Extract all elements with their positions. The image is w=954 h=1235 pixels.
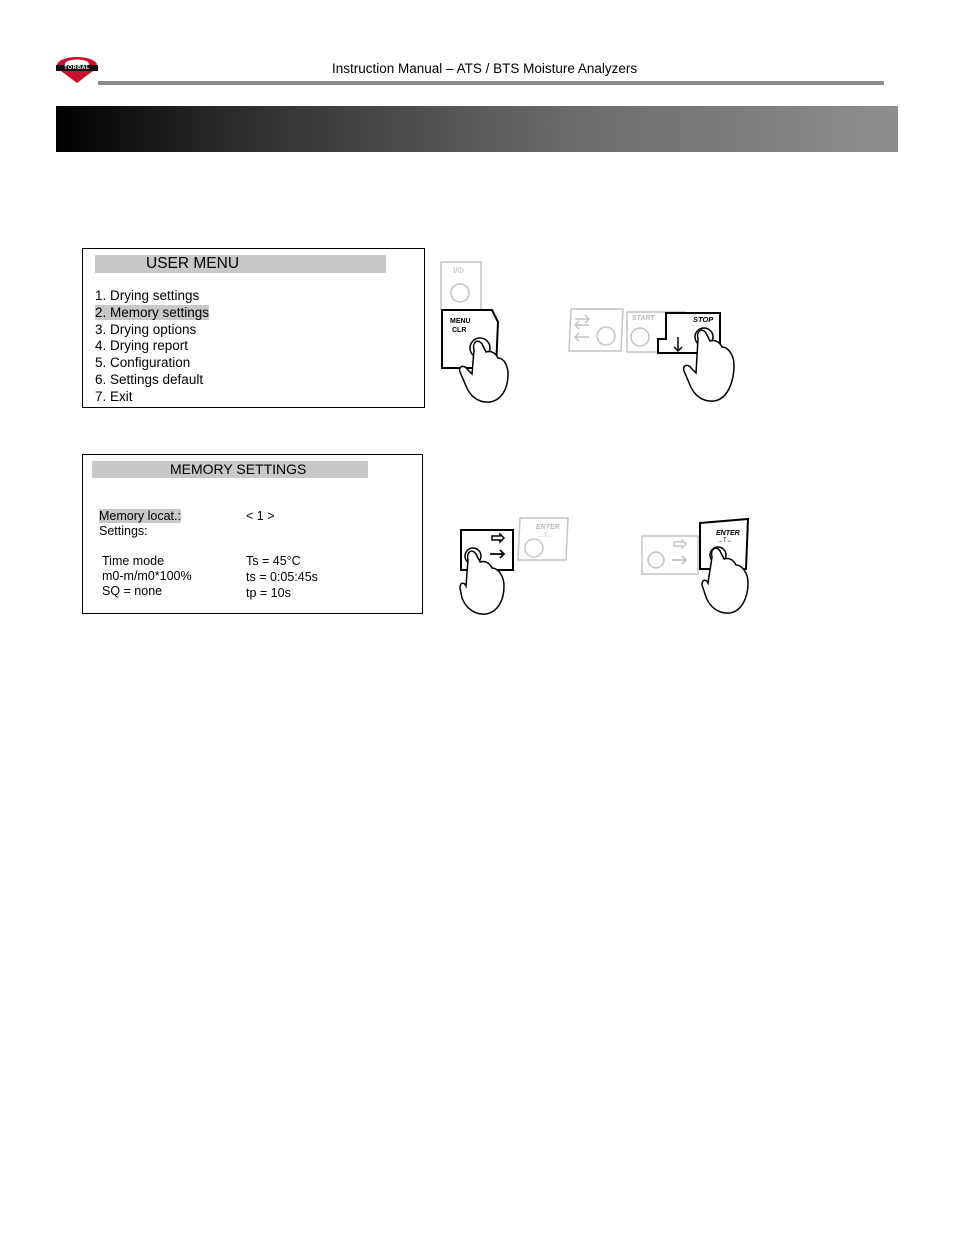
menu-clr-key[interactable] xyxy=(440,308,512,404)
header-rule xyxy=(98,81,884,85)
logo-text: TORBAL xyxy=(64,64,90,71)
memory-location-label: Memory locat.: xyxy=(99,509,181,523)
menu-item-exit[interactable]: 7. Exit xyxy=(95,388,133,404)
document-header-title: Instruction Manual – ATS / BTS Moisture Analyzers xyxy=(332,61,638,76)
menu-item-drying-report[interactable]: 4. Drying report xyxy=(95,338,189,354)
menu-key-label: MENU xyxy=(450,318,471,325)
user-menu-screen xyxy=(82,248,425,408)
menu-item-settings-default[interactable]: 6. Settings default xyxy=(95,371,204,387)
user-menu-title: USER MENU xyxy=(95,255,386,273)
settings-label: Settings: xyxy=(99,524,148,538)
menu-item-drying-options[interactable]: 3. Drying options xyxy=(95,321,197,337)
setting-result-formula: m0-m/m0*100% xyxy=(102,569,192,583)
clr-key-label: CLR xyxy=(452,327,467,334)
enter-key[interactable] xyxy=(698,517,758,615)
menu-item-memory-settings[interactable]: 2. Memory settings xyxy=(95,304,210,320)
start-key-label: START xyxy=(632,315,655,322)
setting-sq: SQ = none xyxy=(102,584,163,598)
setting-drying-time: ts = 0:05:45s xyxy=(246,570,318,584)
torbal-logo xyxy=(55,56,99,84)
enter-key-faded[interactable] xyxy=(516,516,570,562)
user-menu-list xyxy=(95,288,209,406)
section-banner xyxy=(56,106,898,152)
menu-item-configuration[interactable]: 5. Configuration xyxy=(95,355,191,371)
menu-item-drying-settings[interactable]: 1. Drying settings xyxy=(95,288,200,303)
stop-key-label: STOP xyxy=(693,315,714,324)
next-key[interactable] xyxy=(458,528,518,616)
memory-location-value[interactable]: < 1 > xyxy=(246,509,275,523)
enter-key-sub: →T← xyxy=(717,538,733,544)
setting-mode: Time mode xyxy=(102,554,165,568)
enter-key-label: ENTER xyxy=(716,530,740,537)
setting-print-interval: tp = 10s xyxy=(246,586,291,600)
enter-key-faded-label: ENTER xyxy=(536,524,560,531)
power-key-label: I/⏻ xyxy=(453,266,464,275)
arrows-key[interactable] xyxy=(567,307,625,353)
stop-key[interactable] xyxy=(656,311,746,405)
memory-settings-screen xyxy=(82,454,423,614)
power-key[interactable] xyxy=(440,261,482,311)
setting-temperature: Ts = 45°C xyxy=(246,554,301,568)
memory-settings-title: MEMORY SETTINGS xyxy=(92,461,368,478)
enter-key-faded-sub: →T← xyxy=(538,533,554,539)
next-key-faded[interactable] xyxy=(640,534,700,576)
